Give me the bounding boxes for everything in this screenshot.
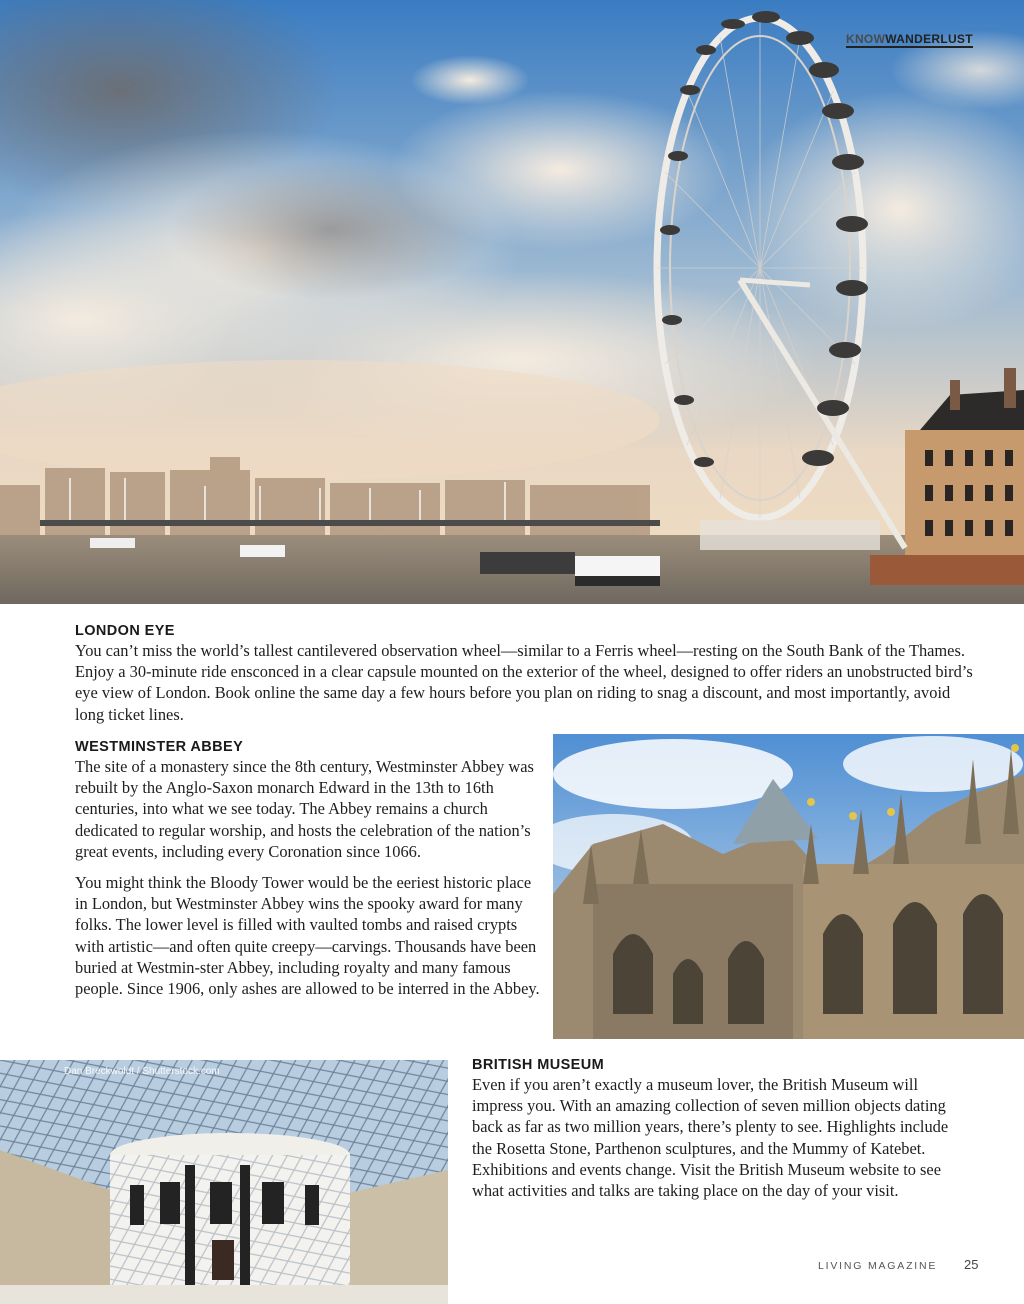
london-eye-photo [0, 0, 1024, 604]
page-number: 25 [964, 1257, 979, 1272]
westminster-abbey-section [75, 738, 545, 999]
kicker-prefix: KNOW [846, 32, 886, 46]
british-museum-body: Even if you aren’t exactly a museum lover, the British Museum will impress you. With an amazing collection of seven million objects dating back as far as two million years, there’s plenty to see. Highlights include the Rosetta Stone, Parthenon sculptures, and the Mummy of Katebet. Exhibitions and events change. Visit the British Museum website to see what activities and talks are taking place on the day of your visit. [472, 1075, 949, 1201]
british-museum-heading: BRITISH MUSEUM [472, 1057, 605, 1073]
westminster-abbey-body-2: You might think the Bloody Tower would be the eeriest historic place in London, but Westminster Abbey wins the spooky award for many folks. The lower level is filled with vaulted tombs and raised crypts with artistic—and often quite creepy—carvings. Thousands have been buried at Westmin-ster Abbey, including royalty and many famous people. Since 1906, only ashes are allowed to be interred in the Abbey. [75, 873, 540, 999]
westminster-abbey-photo [553, 734, 1024, 1039]
section-kicker [846, 32, 973, 48]
london-eye-illustration [0, 0, 1024, 604]
photo-credit: Dan Breckwoldt / Shutterstock.com [64, 1066, 220, 1077]
british-museum-section [472, 1056, 972, 1201]
london-eye-heading: LONDON EYE [75, 623, 175, 639]
magazine-name: LIVING MAGAZINE [818, 1260, 938, 1272]
westminster-abbey-body-1: The site of a monastery since the 8th century, Westminster Abbey was rebuilt by the Anglo-Saxon monarch Edward in the 13th to 16th centuries, into what we see today. The Abbey remains a church dedicated to regular worship, and hosts the celebration of the nation’s great events, including every Coronation since 1066. [75, 757, 534, 861]
london-eye-section [75, 622, 975, 725]
westminster-abbey-heading: WESTMINSTER ABBEY [75, 739, 244, 755]
british-museum-photo [0, 1060, 448, 1304]
kicker-suffix: WANDERLUST [885, 32, 973, 46]
british-museum-illustration [0, 1060, 448, 1304]
london-eye-body: You can’t miss the world’s tallest cantilevered observation wheel—similar to a Ferris wheel—resting on the South Bank of the Thames. Enjoy a 30-minute ride ensconced in a clear capsule mounted on the exterior of the wheel, designed to offer riders an unobstructed bird’s eye view of London. Book online the same day a few hours before you plan on riding to snag a discount, and most importantly, avoid long ticket lines. [75, 641, 973, 724]
westminster-abbey-illustration [553, 734, 1024, 1039]
